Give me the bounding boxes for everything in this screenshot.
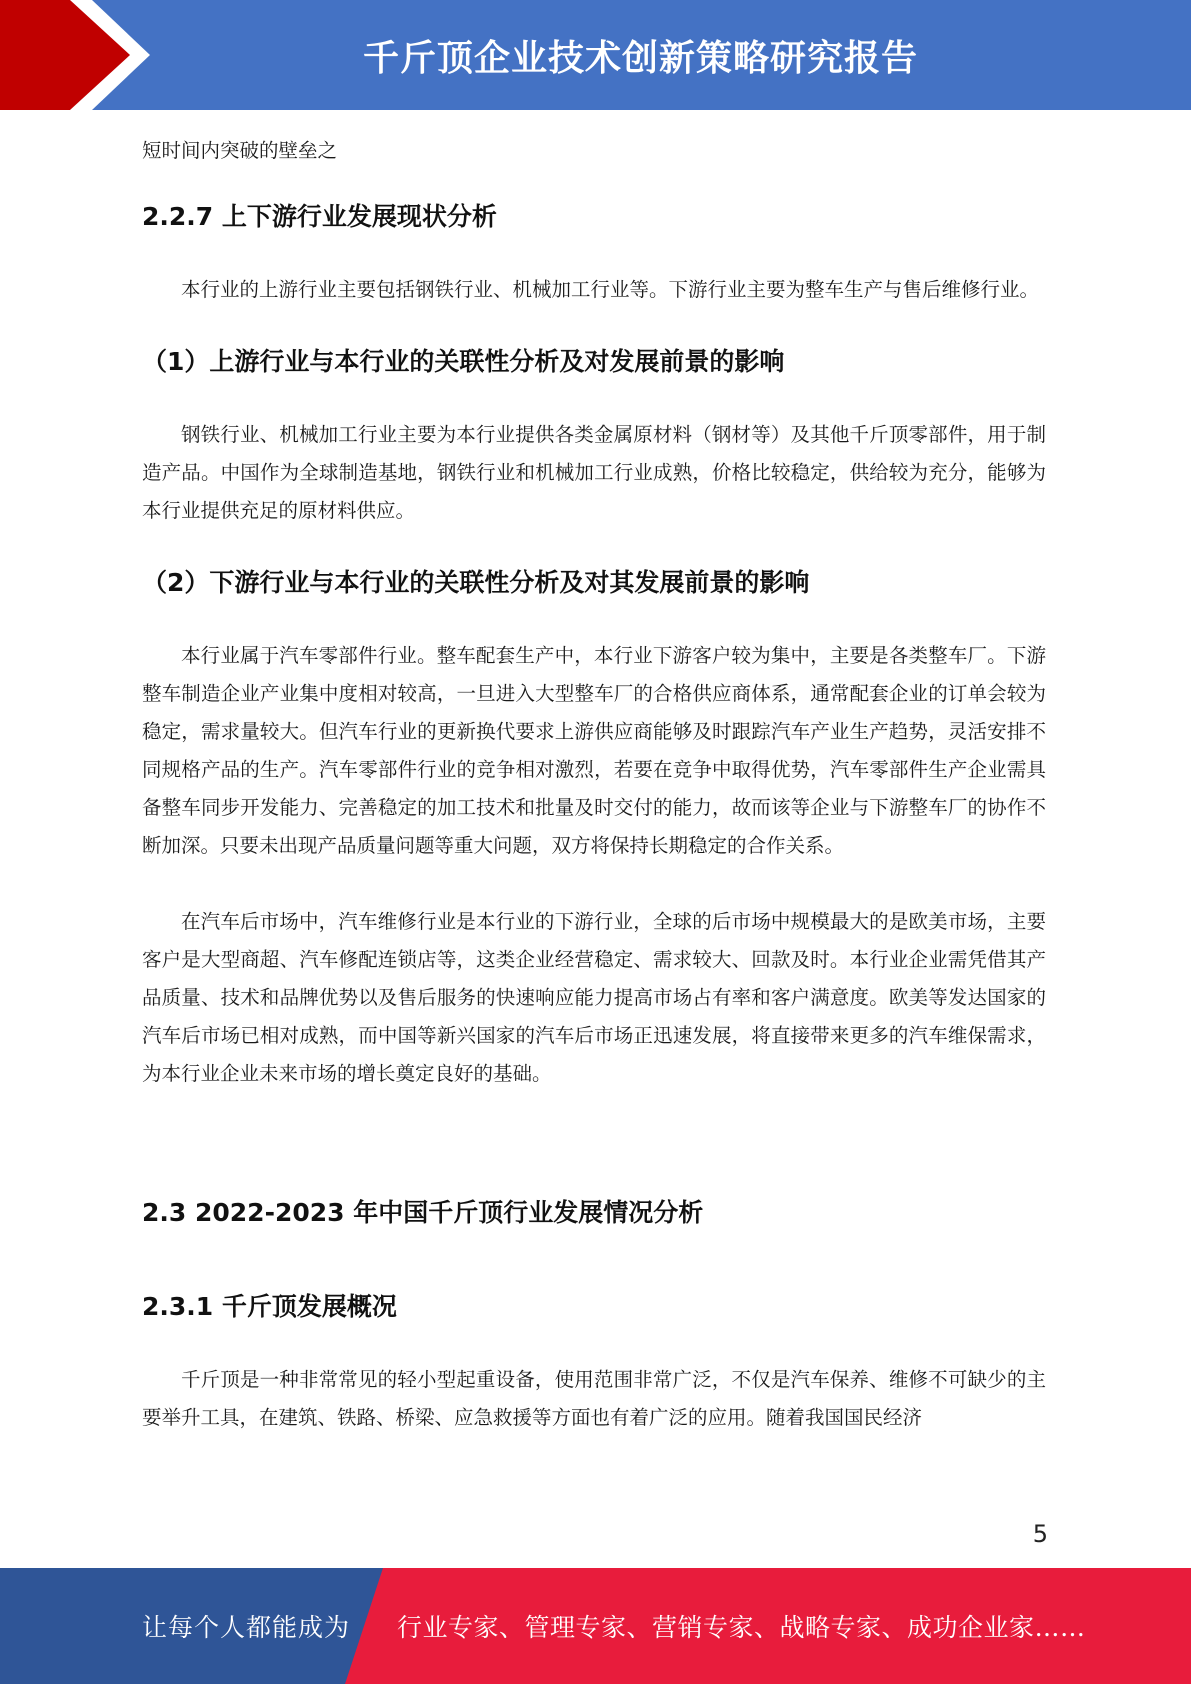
- upstream-heading: （1）上游行业与本行业的关联性分析及对发展前景的影响: [142, 347, 785, 376]
- page-footer: [0, 1568, 1191, 1684]
- downstream-paragraph-1: 本行业属于汽车零部件行业。整车配套生产中，本行业下游客户较为集中，主要是各类整车厂。下游整车制造企业产业集中度相对较高，一旦进入大型整车厂的合格供应商体系，通常配套企业的订单会较为稳定，需求量较大。但汽车行业的更新换代要求上游供应商能够及时跟踪汽车产业生产趋势，灵活安排不同规格产品的生产。汽车零部件行业的竞争相对激烈，若要在竞争中取得优势，汽车零部件生产企业需具备整车同步开发能力、完善稳定的加工技术和批量及时交付的能力，故而该等企业与下游整车厂的协作不断加深。只要未出现产品质量问题等重大问题，双方将保持长期稳定的合作关系。: [142, 644, 1046, 857]
- upstream-paragraph: 钢铁行业、机械加工行业主要为本行业提供各类金属原材料（钢材等）及其他千斤顶零部件，用于制造产品。中国作为全球制造基地，钢铁行业和机械加工行业成熟，价格比较稳定，供给较为充分，能够为本行业提供充足的原材料供应。: [142, 423, 1046, 522]
- footer-slogan-left: 让每个人都能成为: [142, 1613, 351, 1642]
- section-2-3-1-paragraph: 千斤顶是一种非常常见的轻小型起重设备，使用范围非常广泛，不仅是汽车保养、维修不可缺少的主要举升工具，在建筑、铁路、桥梁、应急救援等方面也有着广泛的应用。随着我国国民经济: [142, 1368, 1046, 1429]
- page-header: [0, 0, 1191, 110]
- intro-fragment: 短时间内突破的壁垒之: [142, 139, 338, 162]
- page-content: [142, 132, 1046, 1437]
- footer-slogan-right: 行业专家、管理专家、营销专家、战略专家、成功企业家……: [397, 1613, 1086, 1642]
- page-number: 5: [1032, 1520, 1048, 1548]
- section-2-3-1-heading: 2.3.1 千斤顶发展概况: [142, 1292, 397, 1321]
- section-2-3-heading: 2.3 2022-2023 年中国千斤顶行业发展情况分析: [142, 1198, 704, 1227]
- report-title: 千斤顶企业技术创新策略研究报告: [362, 37, 918, 79]
- downstream-paragraph-2: 在汽车后市场中，汽车维修行业是本行业的下游行业，全球的后市场中规模最大的是欧美市场，主要客户是大型商超、汽车修配连锁店等，这类企业经营稳定、需求较大、回款及时。本行业企业需凭借其产品质量、技术和品牌优势以及售后服务的快速响应能力提高市场占有率和客户满意度。欧美等发达国家的汽车后市场已相对成熟，而中国等新兴国家的汽车后市场正迅速发展，将直接带来更多的汽车维保需求，为本行业企业未来市场的增长奠定良好的基础。: [142, 910, 1046, 1085]
- downstream-heading: （2）下游行业与本行业的关联性分析及对其发展前景的影响: [142, 568, 810, 597]
- section-2-2-7-heading: 2.2.7 上下游行业发展现状分析: [142, 202, 497, 231]
- section-2-2-7-paragraph: 本行业的上游行业主要包括钢铁行业、机械加工行业等。下游行业主要为整车生产与售后维修行业。: [181, 278, 1040, 301]
